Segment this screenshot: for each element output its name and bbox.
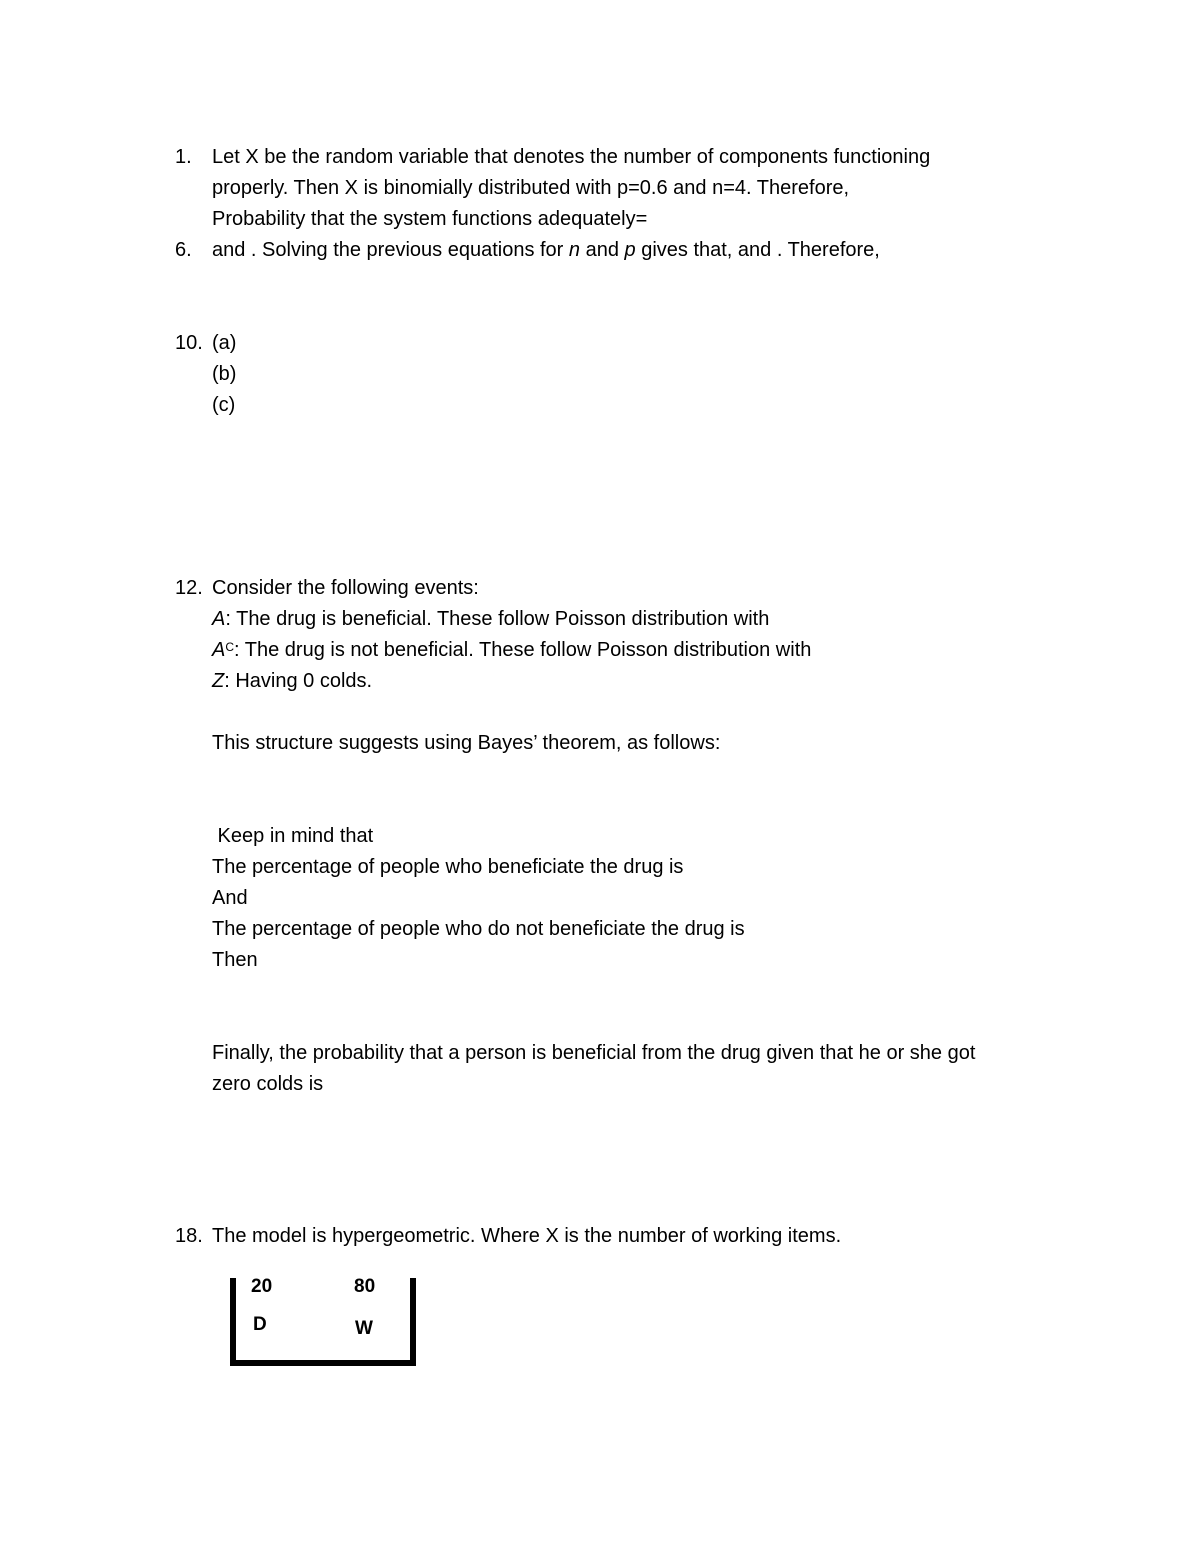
defective-label: D [253,1314,267,1335]
q1-line-1: Let X be the random variable that denotes the number of components functioning [212,146,931,168]
q18-number: 18. [175,1225,203,1247]
q12-bayes: This structure suggests using Bayes’ theorem, as follows: [212,732,721,754]
q12-and: And [212,887,248,909]
q6-line: and . Solving the previous equations for n and p gives that, and . Therefore, [212,239,880,261]
q12-event-ac: $A^C$: The drug is not beneficial. These follow Poisson distribution with [212,639,812,661]
q12-finally-2: zero colds is [212,1073,324,1095]
q12-finally-1: Finally, the probability that a person is beneficial from the drug given that he or she got [212,1042,976,1064]
q10-part-b: (b) [212,363,237,385]
q1-number: 1. [175,146,192,168]
q12-intro: Consider the following events: [212,577,479,599]
q1-line-2: properly. Then X is binomially distributed with p=0.6 and n=4. Therefore, [212,177,850,199]
q12-number: 12. [175,577,203,599]
hypergeometric-urn-diagram [230,1278,416,1366]
working-count: 80 [354,1276,376,1297]
q12-keep: Keep in mind that [212,825,374,847]
q6-number: 6. [175,239,192,261]
working-label: W [355,1318,373,1339]
q18-text: The model is hypergeometric. Where X is the number of working items. [212,1225,842,1247]
defective-count: 20 [251,1276,273,1297]
q12-then: Then [212,949,258,971]
q12-pct-benefit: The percentage of people who beneficiate the drug is [212,856,684,878]
q10-number: 10. [175,332,203,354]
q12-event-a: A: The drug is beneficial. These follow Poisson distribution with [212,608,770,630]
q1-line-3: Probability that the system functions adequately= [212,208,648,230]
q10-part-a: (a) [212,332,237,354]
q12-event-z: Z: Having 0 colds. [212,670,373,692]
q12-pct-not-benefit: The percentage of people who do not beneficiate the drug is [212,918,745,940]
q10-part-c: (c) [212,394,236,416]
